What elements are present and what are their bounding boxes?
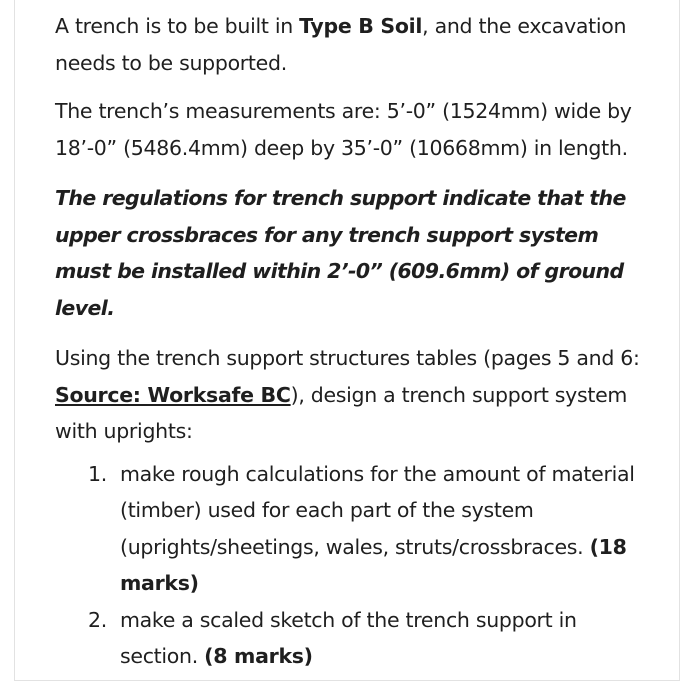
list-item	[55, 456, 655, 602]
soil-type: Type B Soil	[299, 14, 423, 38]
intro-paragraph	[55, 8, 655, 81]
list-item-marks: (18 marks)	[120, 534, 627, 595]
list-item-marks: (8 marks)	[204, 644, 313, 668]
instructions-paragraph	[55, 340, 655, 450]
list-number: 2.	[88, 607, 107, 632]
list-item-text: make rough calculations for the amount of material (timber) used for each part of the system (uprights/sheetings, wales, struts/crossbraces.	[120, 461, 635, 559]
measurements-paragraph: The trench’s measurements are: 5’-0” (1524mm) wide by 18’-0” (5486.4mm) deep by 35’-0” (10668mm) in length.	[55, 99, 632, 160]
task-list	[55, 456, 655, 675]
list-item-text: make a scaled sketch of the trench support in section.	[120, 607, 577, 668]
intro-text-post: , and the excavation needs to be supported.	[55, 14, 627, 75]
intro-text-pre: A trench is to be built in	[55, 14, 300, 38]
regulations-paragraph: The regulations for trench support indicate that the upper crossbraces for any trench support system must be installed within 2’-0” (609.6mm) of ground level.	[55, 186, 626, 320]
question-content	[55, 8, 655, 675]
instructions-text-pre: Using the trench support structures tables (pages 5 and 6:	[55, 346, 640, 370]
instructions-text-post: ), design a trench support system with uprights:	[55, 382, 628, 443]
list-item	[55, 602, 655, 675]
list-number: 1.	[88, 461, 107, 486]
source-link[interactable]: Source: Worksafe BC	[55, 382, 291, 407]
